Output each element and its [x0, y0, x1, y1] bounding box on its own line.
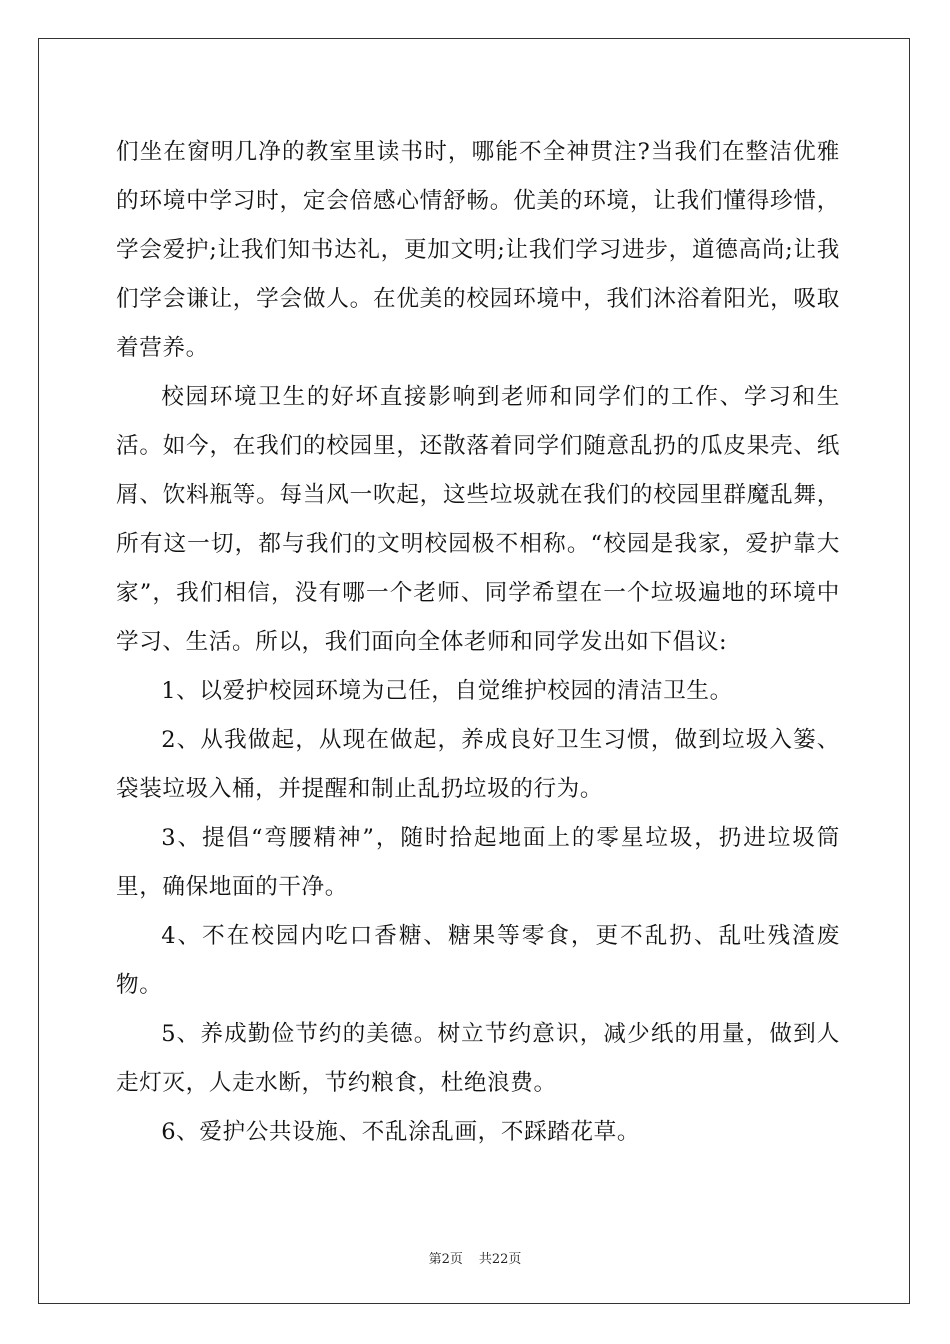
- proposal-item-1: 1、以爱护校园环境为己任，自觉维护校园的清洁卫生。: [161, 678, 733, 704]
- paragraph-environment-impact: 校园环境卫生的好坏直接影响到老师和同学们的工作、学习和生活。如今，在我们的校园里，还散落着同学们随意乱扔的瓜皮果壳、纸屑、饮料瓶等。每当风一吹起，这些垃圾就在我们的校园里群魔乱舞，所有这一切，都与我们的文明校园极不相称。“校园是我家，爱护靠大家”，我们相信，没有哪一个老师、同学希望在一个垃圾遍地的环境中学习、生活。所以，我们面向全体老师和同学发出如下倡议:: [116, 384, 840, 655]
- document-body: [116, 128, 840, 1157]
- proposal-item-3: 3、提倡“弯腰精神”，随时拾起地面上的零星垃圾，扔进垃圾筒里，确保地面的干净。: [116, 825, 840, 900]
- proposal-item-6: 6、爱护公共设施、不乱涂乱画，不踩踏花草。: [161, 1119, 641, 1145]
- page-total: 共22页: [478, 1252, 522, 1267]
- page-footer: [0, 1248, 950, 1267]
- proposal-item-5: 5、养成勤俭节约的美德。树立节约意识，减少纸的用量，做到人走灯灭，人走水断，节约粮食，杜绝浪费。: [116, 1021, 840, 1096]
- page-number: 第2页: [428, 1252, 463, 1267]
- proposal-item-2: 2、从我做起，从现在做起，养成良好卫生习惯，做到垃圾入篓、袋装垃圾入桶，并提醒和制止乱扔垃圾的行为。: [116, 727, 840, 802]
- paragraph-continued: 们坐在窗明几净的教室里读书时，哪能不全神贯注?当我们在整洁优雅的环境中学习时，定会倍感心情舒畅。优美的环境，让我们懂得珍惜，学会爱护;让我们知书达礼，更加文明;让我们学习进步，道德高尚;让我们学会谦让，学会做人。在优美的校园环境中，我们沐浴着阳光，吸取着营养。: [116, 139, 840, 361]
- proposal-item-4: 4、不在校园内吃口香糖、糖果等零食，更不乱扔、乱吐残渣废物。: [116, 923, 840, 998]
